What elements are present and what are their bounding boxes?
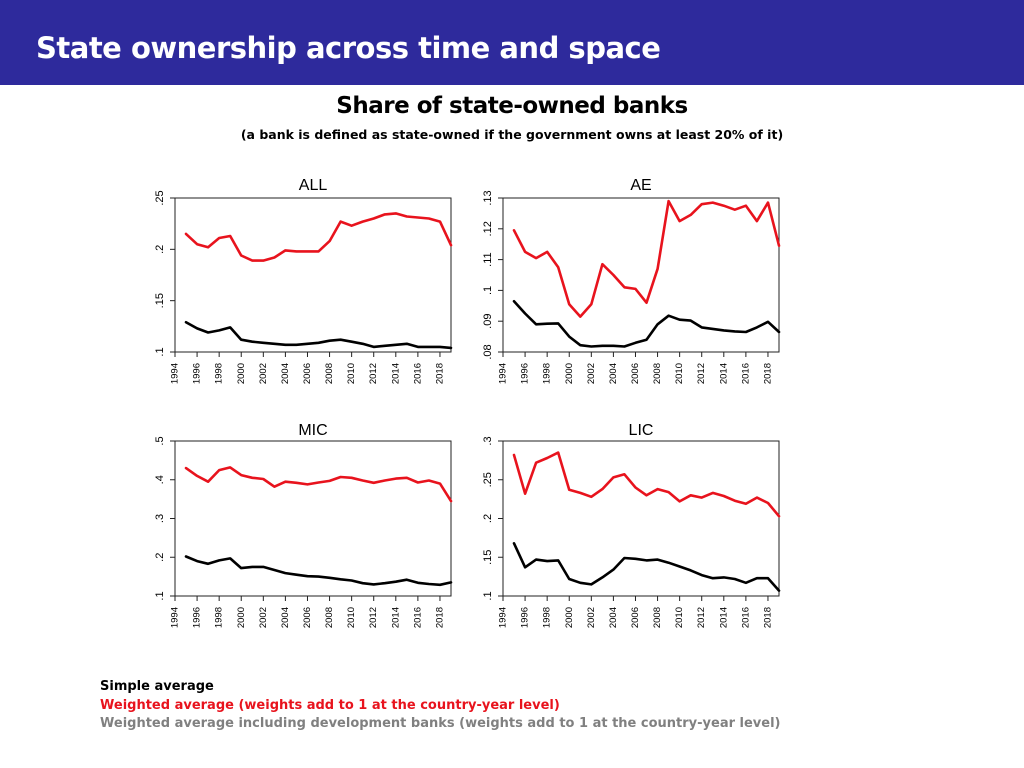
x-tick-label-all: 2018: [434, 363, 446, 385]
x-tick-label-mic: 2010: [346, 607, 358, 629]
simple-average-line-ae: [514, 301, 779, 346]
panel-title-ae: AE: [630, 177, 652, 194]
simple-average-line-lic: [514, 543, 779, 590]
y-tick-label-mic: .3: [154, 513, 166, 524]
x-tick-label-all: 2000: [235, 363, 247, 385]
x-tick-label-mic: 2008: [324, 607, 336, 629]
x-tick-label-ae: 2002: [585, 363, 597, 385]
y-tick-label-all: .2: [154, 244, 166, 254]
x-tick-label-mic: 2000: [235, 607, 247, 629]
x-tick-label-lic: 2010: [674, 607, 686, 629]
x-tick-label-lic: 2004: [607, 607, 619, 629]
x-tick-label-ae: 1996: [519, 363, 531, 385]
simple-average-line-mic: [186, 557, 451, 585]
x-tick-label-all: 2006: [301, 363, 313, 385]
x-tick-label-all: 1998: [213, 363, 225, 385]
slide-title: State ownership across time and space: [36, 31, 661, 65]
x-tick-label-lic: 2002: [585, 607, 597, 629]
x-tick-label-mic: 2004: [279, 607, 291, 629]
y-tick-label-lic: .2: [482, 513, 494, 524]
x-tick-label-lic: 2000: [563, 607, 575, 629]
panel-title-all: ALL: [298, 177, 328, 194]
y-tick-label-mic: .4: [154, 475, 166, 485]
x-tick-label-all: 2010: [346, 363, 358, 385]
simple-average-line-all: [186, 322, 451, 348]
x-tick-label-ae: 2018: [762, 363, 774, 385]
y-tick-label-lic: .3: [482, 436, 494, 446]
y-tick-label-mic: .2: [154, 552, 166, 562]
weighted-average-line-mic: [186, 467, 451, 501]
y-tick-label-all: .1: [154, 347, 166, 357]
x-tick-label-ae: 2008: [652, 363, 664, 385]
x-tick-label-all: 2004: [279, 363, 291, 385]
legend: [100, 678, 781, 734]
x-tick-label-ae: 2006: [629, 363, 641, 385]
x-tick-label-mic: 2014: [390, 607, 402, 629]
chart-title: Share of state-owned banks: [336, 93, 688, 119]
y-tick-label-ae: .08: [482, 344, 494, 360]
x-tick-label-all: 2014: [390, 363, 402, 385]
y-tick-label-lic: .1: [482, 591, 494, 601]
plot-frame-mic: [175, 441, 451, 596]
x-tick-label-mic: 2002: [257, 607, 269, 629]
x-tick-label-all: 2016: [412, 363, 424, 385]
weighted-average-line-all: [186, 213, 451, 260]
weighted-average-line-ae: [514, 201, 779, 317]
y-tick-label-ae: .1: [482, 285, 494, 295]
x-tick-label-ae: 2016: [740, 363, 752, 385]
x-tick-label-mic: 2018: [434, 607, 446, 629]
x-tick-label-ae: 2012: [696, 363, 708, 385]
x-tick-label-lic: 2012: [696, 607, 708, 629]
x-tick-label-ae: 2004: [607, 363, 619, 385]
y-tick-label-mic: .1: [154, 591, 166, 601]
x-tick-label-lic: 1998: [541, 607, 553, 629]
x-tick-label-mic: 2012: [368, 607, 380, 629]
plot-frame-ae: [503, 198, 779, 352]
x-tick-label-lic: 2014: [718, 607, 730, 629]
panel-title-lic: LIC: [628, 422, 654, 439]
x-tick-label-ae: 2014: [718, 363, 730, 385]
y-tick-label-ae: .13: [482, 190, 494, 206]
plot-frame-lic: [503, 441, 779, 596]
x-tick-label-all: 1996: [191, 363, 203, 385]
x-tick-label-lic: 1994: [497, 607, 509, 629]
x-tick-label-all: 2008: [324, 363, 336, 385]
x-tick-label-ae: 1994: [497, 363, 509, 385]
y-tick-label-ae: .12: [482, 221, 494, 237]
x-tick-label-ae: 1998: [541, 363, 553, 385]
y-tick-label-all: .25: [154, 190, 166, 206]
panel-title-mic: MIC: [298, 422, 328, 439]
y-tick-label-lic: .15: [482, 549, 494, 565]
weighted-average-line-lic: [514, 453, 779, 517]
x-tick-label-all: 1994: [169, 363, 181, 385]
x-tick-label-all: 2002: [257, 363, 269, 385]
x-tick-label-mic: 1996: [191, 607, 203, 629]
x-tick-label-mic: 1998: [213, 607, 225, 629]
chart-subtitle: (a bank is defined as state-owned if the government owns at least 20% of it): [240, 127, 784, 142]
y-tick-label-all: .15: [154, 293, 166, 309]
x-tick-label-lic: 1996: [519, 607, 531, 629]
x-tick-label-all: 2012: [368, 363, 380, 385]
legend-item-weighted-average-dev-banks: Weighted average including development banks (weights add to 1 at the country-year level): [100, 716, 781, 731]
y-tick-label-ae: .11: [482, 252, 494, 267]
legend-item-weighted-average: Weighted average (weights add to 1 at the country-year level): [100, 697, 560, 713]
y-tick-label-lic: .25: [482, 472, 494, 488]
x-tick-label-lic: 2008: [652, 607, 664, 629]
x-tick-label-mic: 2016: [412, 607, 424, 629]
x-tick-label-ae: 2000: [563, 363, 575, 385]
x-tick-label-lic: 2016: [740, 607, 752, 629]
y-tick-label-mic: .5: [154, 436, 166, 446]
x-tick-label-mic: 2006: [301, 607, 313, 629]
x-tick-label-lic: 2006: [629, 607, 641, 629]
x-tick-label-lic: 2018: [762, 607, 774, 629]
legend-item-simple-average: Simple average: [100, 679, 214, 694]
x-tick-label-mic: 1994: [169, 607, 181, 629]
x-tick-label-ae: 2010: [674, 363, 686, 385]
y-tick-label-ae: .09: [482, 313, 494, 329]
plot-frame-all: [175, 198, 451, 352]
